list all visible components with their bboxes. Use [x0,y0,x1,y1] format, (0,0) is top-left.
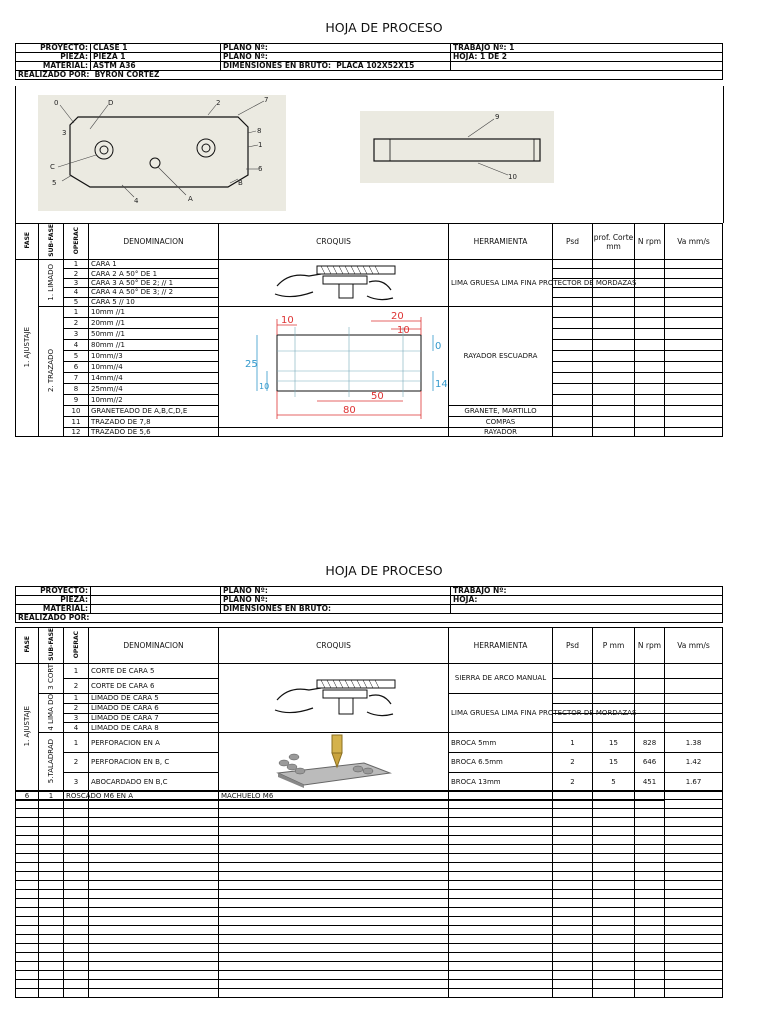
table-row [16,845,723,854]
dim-25: 25 [245,359,258,370]
op-cell: 3 [64,278,89,287]
table-row [16,908,723,917]
col-p: P mm [593,628,635,664]
table-row [16,980,723,989]
col-va: Va mm/s [665,224,723,260]
op-cell: 1 [64,663,89,678]
op-cell: 8 [64,384,89,395]
op-cell: 2 [64,753,89,773]
den-cell: 50mm //1 [89,329,219,340]
empty-rows-table [15,790,723,998]
den-cell: TRAZADO DE 5,6 [89,428,219,437]
den-cell: CARA 3 A 50° DE 2; // 1 [89,278,219,287]
tool-cell: RAYADOR [449,428,553,437]
dim-10a: 10 [281,315,294,326]
sheet2-process-table [15,627,723,801]
p-cell: 5 [593,772,635,792]
den-cell: CARA 5 // 10 [89,297,219,306]
tool-cell: MACHUELO M6 [219,792,449,801]
realizado-label: REALIZADO POR: [16,614,723,623]
label-6: 6 [258,165,263,173]
plano-label: PLANO Nº: [221,587,451,596]
tool-cell: BROCA 13mm [449,772,553,792]
sheet1-header [15,43,723,80]
table-row [16,989,723,998]
plano-label-2: PLANO Nº: [221,596,451,605]
label-b: B [238,179,243,187]
table-row [16,863,723,872]
material-value: ASTM A36 [91,62,221,71]
realizado-value: BYRON CORTEZ [94,70,160,79]
op-cell: 1 [64,733,89,753]
op-cell: 1 [64,693,89,703]
dim-80: 80 [343,405,356,416]
realizado-label: REALIZADO POR: [18,70,90,79]
dimensiones-value: PLACA 102X52X15 [336,61,415,70]
hoja-value: 1 DE 2 [480,52,508,61]
table-row [16,818,723,827]
proyecto-value: CLASE 1 [91,44,221,53]
den-cell: CARA 4 A 50° DE 3; // 2 [89,288,219,297]
tool-cell: BROCA 5mm [449,733,553,753]
va-cell: 1.67 [665,772,723,792]
drill-bit-icon [264,733,404,789]
table-row [16,926,723,935]
col-herramienta: HERRAMIENTA [449,628,553,664]
trabajo-value: 1 [509,43,515,52]
den-cell: CORTE DE CARA 6 [89,678,219,693]
n-cell: 451 [635,772,665,792]
op-cell: 11 [64,417,89,428]
col-va: Va mm/s [665,628,723,664]
vise-sketch-2 [219,663,449,733]
den-cell: LIMADO DE CARA 8 [89,723,219,733]
vise-file-sketch [219,260,449,307]
op-cell: 5 [64,351,89,362]
label-7: 7 [264,96,269,104]
table-row [16,827,723,836]
dim-10b: 10 [397,325,410,336]
material-label: MATERIAL: [16,605,91,614]
den-cell: 10mm//2 [89,395,219,406]
label-5: 5 [52,179,57,187]
sheet1-title: HOJA DE PROCESO [325,20,443,35]
op-cell: 1 [64,307,89,318]
op-cell: 3 [64,772,89,792]
den-cell: 10mm//4 [89,362,219,373]
pieza-value: PIEZA 1 [91,53,221,62]
trabajo-label: TRABAJO Nº: [453,43,507,52]
table-row [16,881,723,890]
psd-cell: 1 [553,733,593,753]
label-8: 8 [257,127,262,135]
op-cell: 5 [64,297,89,306]
va-cell: 1.38 [665,733,723,753]
dimension-drawing [221,307,451,425]
dimensiones-field [221,62,451,71]
tool-cell: GRANETE, MARTILLO [449,406,553,417]
table-row [16,854,723,863]
den-cell: CARA 1 [89,260,219,269]
den-cell: 10mm //1 [89,307,219,318]
op-cell: 10 [64,406,89,417]
trazado-tool: RAYADOR ESCUADRA [449,307,553,406]
top-view-drawing [38,95,286,211]
table-row [16,890,723,899]
op-cell: 3 [64,713,89,723]
col-croquis: CROQUIS [219,628,449,664]
vise-file-icon [269,670,399,724]
dimensiones-label: DIMENSIONES EN BRUTO: [221,605,451,614]
psd-cell: 2 [553,772,593,792]
label-3: 3 [62,129,67,137]
sheet1-process-table [15,223,723,437]
den-cell: 80mm //1 [89,340,219,351]
den-cell: 25mm//4 [89,384,219,395]
table-row [16,953,723,962]
table-row [16,962,723,971]
label-2: 2 [216,99,221,107]
subfase-trazado: 2. TRAZADO [39,307,64,437]
op-cell: 2 [64,269,89,278]
subfase-corte: 3 CORT [39,663,64,693]
proyecto-label: PROYECTO: [16,587,91,596]
table-row [16,971,723,980]
hoja-field [451,53,723,62]
sheet2-header [15,586,723,623]
den-cell: ABOCARDADO EN B,C [89,772,219,792]
col-fase: FASE [16,628,39,664]
material-label: MATERIAL: [16,62,91,71]
realizado-field [16,71,723,80]
table-row [16,944,723,953]
col-denominacion: DENOMINACION [89,628,219,664]
hoja-label: HOJA: [451,596,723,605]
col-operacion: OPERAC [64,628,89,664]
den-cell: GRANETEADO DE A,B,C,D,E [89,406,219,417]
tool-cell: COMPAS [449,417,553,428]
n-cell: 646 [635,753,665,773]
den-cell: 10mm//3 [89,351,219,362]
den-cell: ROSCADO M6 EN A [64,792,89,801]
den-cell: 20mm //1 [89,318,219,329]
subfase-taladrado: 5.TALADRAD [39,733,64,792]
op-cell: 2 [64,703,89,713]
layout-sketch [219,307,449,428]
col-psd: Psd [553,224,593,260]
col-n: N rpm [635,628,665,664]
col-prof: prof. Corte mm [593,224,635,260]
col-subfase: SUB-FASE [39,224,64,260]
sheet2-title: HOJA DE PROCESO [325,563,443,578]
col-psd: Psd [553,628,593,664]
op-cell: 9 [64,395,89,406]
fase-cell: 1. AJUSTAJE [16,663,39,792]
tool-cell: BROCA 6.5mm [449,753,553,773]
subfase-limado: 1. LIMADO [39,260,64,307]
den-cell: PERFORACION EN A [89,733,219,753]
den-cell: 14mm//4 [89,373,219,384]
psd-cell: 2 [553,753,593,773]
table-row [16,800,723,809]
p-cell: 15 [593,733,635,753]
table-row [16,872,723,881]
label-d: D [108,99,114,107]
dim-10c: 10 [259,382,270,391]
den-cell: CARA 2 A 50° DE 1 [89,269,219,278]
subfase-limado-2: 4 LIMA DO [39,693,64,733]
trabajo-label: TRABAJO Nº: [451,587,723,596]
den-cell: PERFORACION EN B, C [89,753,219,773]
drill-sketch [219,733,449,792]
op-cell: 6 [64,362,89,373]
pieza-label: PIEZA: [16,596,91,605]
dim-14: 14 [435,379,448,390]
table-row [16,899,723,908]
den-cell: LIMADO DE CARA 5 [89,693,219,703]
va-cell: 1.42 [665,753,723,773]
dim-0: 0 [435,341,442,352]
vise-file-icon [269,260,399,304]
plano-label: PLANO Nº: [221,44,451,53]
op-cell: 4 [64,340,89,351]
hoja-label: HOJA: [453,52,478,61]
op-cell: 4 [64,288,89,297]
col-fase: FASE [16,224,39,260]
col-operacion: OPERAC [64,224,89,260]
col-n: N rpm [635,224,665,260]
op-cell: 1 [64,260,89,269]
table-row [16,935,723,944]
col-subfase: SUB-FASE [39,628,64,664]
proyecto-label: PROYECTO: [16,44,91,53]
table-row [16,836,723,845]
op-cell: 4 [64,723,89,733]
den-cell: LIMADO DE CARA 6 [89,703,219,713]
dim-20: 20 [391,311,404,322]
fase-cell-6: 6 [16,792,39,801]
label-10: 10 [508,173,517,181]
table-row [16,809,723,818]
limado-tool-2: LIMA GRUESA LIMA FINA PROTECTOR DE MORDAZAS [449,693,553,733]
pieza-label: PIEZA: [16,53,91,62]
op-cell: 12 [64,428,89,437]
op-cell: 2 [64,678,89,693]
col-denominacion: DENOMINACION [89,224,219,260]
label-c: C [50,163,55,171]
op-cell: 2 [64,318,89,329]
op-cell: 3 [64,329,89,340]
den-cell: LIMADO DE CARA 7 [89,713,219,723]
dim-50: 50 [371,391,384,402]
label-9: 9 [495,113,500,121]
n-cell: 828 [635,733,665,753]
table-row [16,791,723,800]
corte-tool: SIERRA DE ARCO MANUAL [449,663,553,693]
op-cell: 1 [39,792,64,801]
fase-cell: 1. AJUSTAJE [16,260,39,437]
col-herramienta: HERRAMIENTA [449,224,553,260]
empty-grid [15,790,722,998]
side-view-drawing [360,111,554,183]
label-0: 0 [54,99,59,107]
p-cell: 15 [593,753,635,773]
col-croquis: CROQUIS [219,224,449,260]
den-cell: TRAZADO DE 7,8 [89,417,219,428]
label-1: 1 [258,141,263,149]
dimensiones-label: DIMENSIONES EN BRUTO: [223,61,331,70]
label-a: A [188,195,193,203]
op-cell: 7 [64,373,89,384]
limado-tool: LIMA GRUESA LIMA FINA PROTECTOR DE MORDAZAS [449,260,553,307]
table-row [16,917,723,926]
plano-label-2: PLANO Nº: [221,53,451,62]
den-cell: CORTE DE CARA 5 [89,663,219,678]
label-4: 4 [134,197,139,205]
